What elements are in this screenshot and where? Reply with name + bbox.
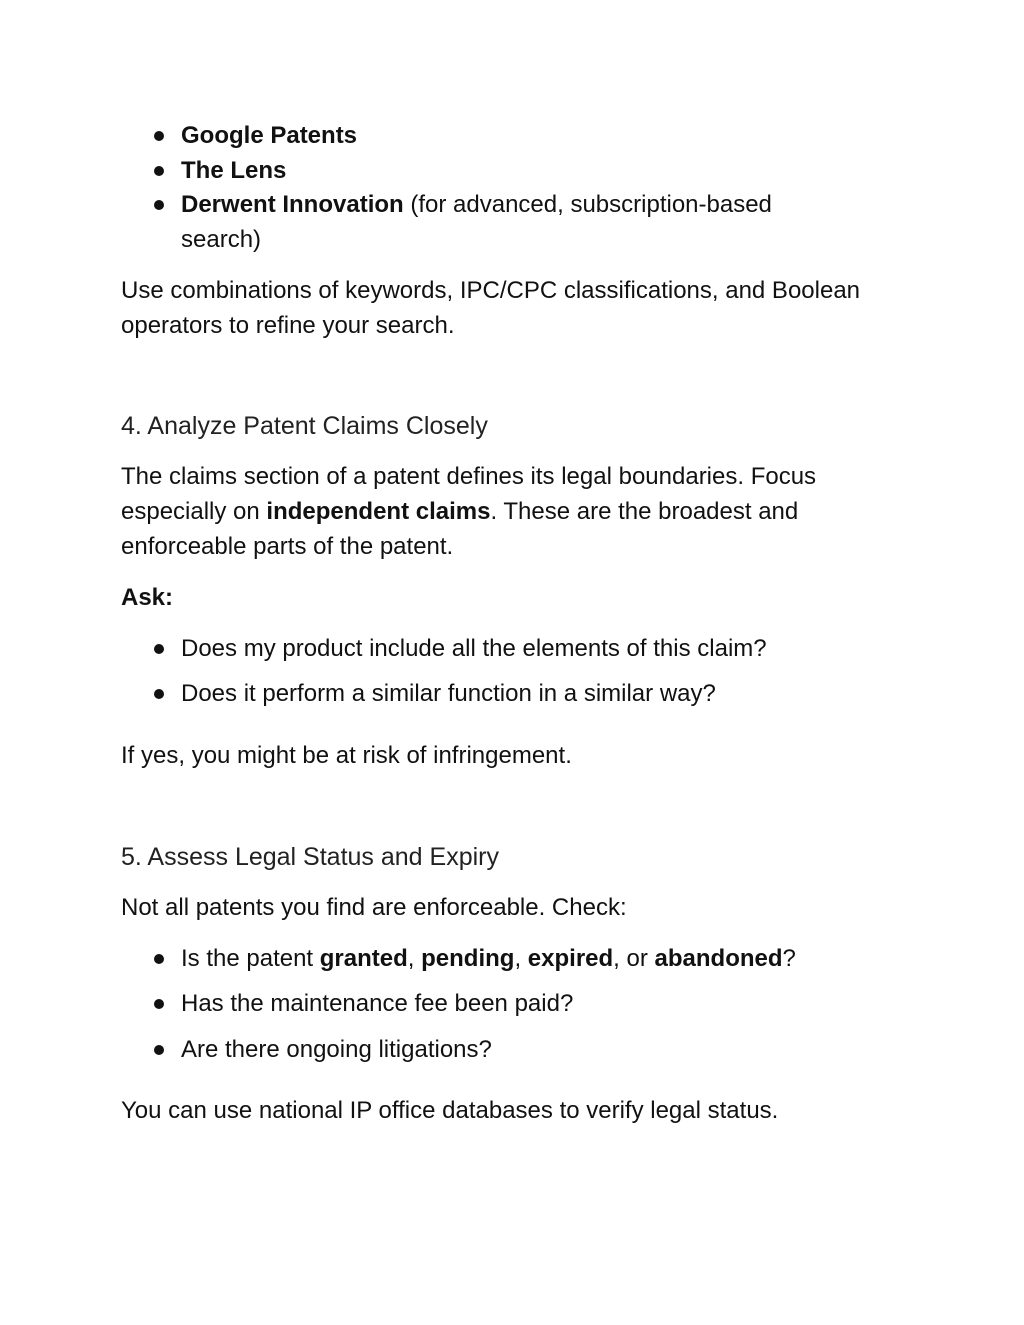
infringement-risk-paragraph: If yes, you might be at risk of infringement. — [121, 742, 572, 769]
tool-name: Derwent Innovation — [181, 191, 404, 218]
tool-name: The Lens — [181, 157, 287, 184]
list-item: Is the patent granted, pending, expired, or abandoned? — [181, 941, 844, 976]
list-item — [181, 153, 844, 188]
claims-intro-paragraph: The claims section of a patent defines its legal boundaries. Focus especially on independent claims. These are the broadest and enforceable parts of the patent. — [121, 463, 817, 560]
list-item — [181, 118, 844, 153]
section-4-heading: 4. Analyze Patent Claims Closely — [121, 412, 488, 440]
tool-note: (for advanced, subscription-based search) — [181, 191, 772, 253]
section-5-heading: 5. Assess Legal Status and Expiry — [121, 843, 499, 871]
verify-status-paragraph: You can use national IP office databases to verify legal status. — [121, 1097, 779, 1124]
independent-claims-term: independent claims — [266, 498, 491, 525]
tool-name: Google Patents — [181, 122, 358, 149]
search-tip-paragraph: Use combinations of keywords, IPC/CPC classifications, and Boolean operators to refine your search. — [121, 277, 861, 339]
legal-status-intro: Not all patents you find are enforceable. Check: — [121, 894, 627, 921]
list-item: Has the maintenance fee been paid? — [181, 986, 844, 1021]
ask-label: Ask: — [121, 584, 174, 611]
list-item — [181, 187, 844, 257]
list-item: Does my product include all the elements of this claim? — [181, 631, 844, 666]
list-item: Are there ongoing litigations? — [181, 1032, 844, 1067]
list-item: Does it perform a similar function in a similar way? — [181, 676, 844, 711]
